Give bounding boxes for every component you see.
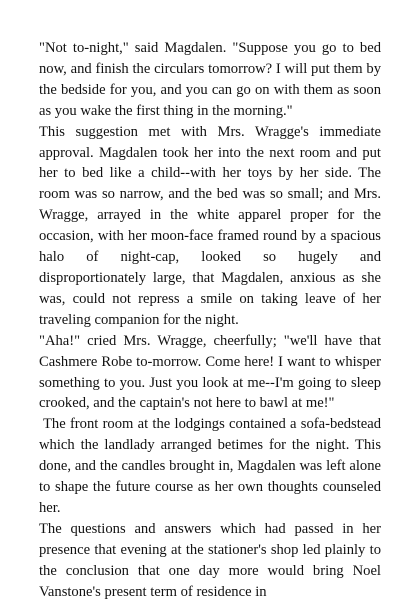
paragraph: The front room at the lodgings contained a sofa-bedstead which the landlady arranged betimes for the night. This done, and the candles brought in, Magdalen was left alone to shape the future course as her own thoughts counseled her. [39, 416, 381, 516]
paragraph: The questions and answers which had passed in her presence that evening at the stationer's shop led plainly to the conclusion that one day more would bring Noel Vanstone's present term of residence in [39, 520, 381, 600]
paragraph: "Not to-night," said Magdalen. "Suppose you go to bed now, and finish the circulars tomorrow? I will put them by the bedside for you, and you can go on with them as soon as you wake the first thing in the morning." [39, 40, 381, 119]
paragraph: This suggestion met with Mrs. Wragge's immediate approval. Magdalen took her into the next room and put her to bed like a child--with her toys by her side. The room was so narrow, and the bed was so small; and Mrs. Wragge, arrayed in the white apparel proper for the occasion, with her moon-face framed round by a spacious halo of night-cap, looked so hugely and disproportionately large, that Magdalen, anxious as she was, could not repress a smile on taking leave of her traveling companion for the night. [39, 123, 381, 328]
document-page [39, 38, 381, 602]
paragraph: "Aha!" cried Mrs. Wragge, cheerfully; "we'll have that Cashmere Robe to-morrow. Come here! I want to whisper something to you. Just you look at me--I'm going to sleep crooked, and the captain's not here to bawl at me!" [39, 332, 381, 412]
